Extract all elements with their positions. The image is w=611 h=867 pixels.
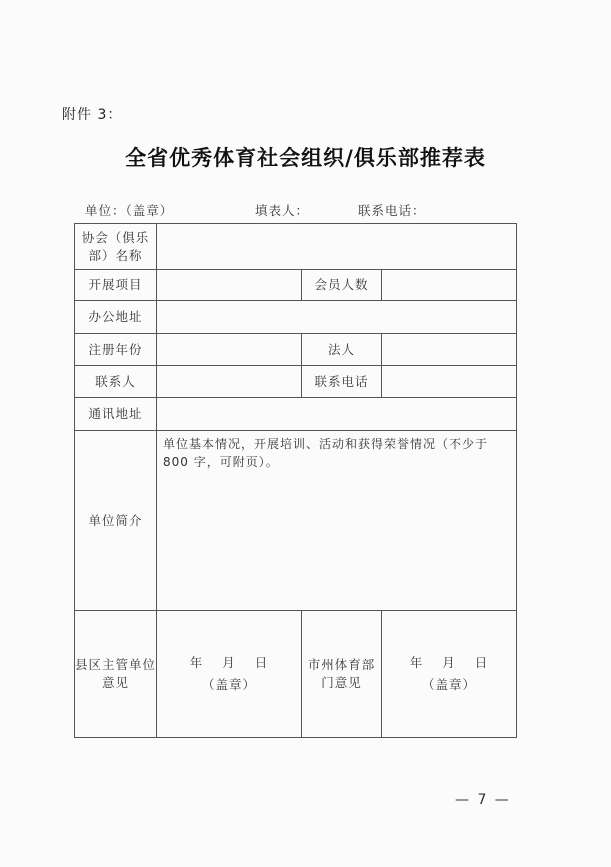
contact-phone-field[interactable] xyxy=(382,366,517,398)
phone-label: 联系电话： xyxy=(358,203,426,218)
profile-label: 单位简介 xyxy=(75,431,157,611)
mail-address-label: 通讯地址 xyxy=(75,398,157,431)
page-number: — 7 — xyxy=(455,792,511,808)
legal-person-label: 法人 xyxy=(302,334,382,366)
profile-hint: 单位基本情况，开展培训、活动和获得荣誉情况（不少于 800 字，可附页）。 xyxy=(163,437,489,469)
office-address-label: 办公地址 xyxy=(75,301,157,334)
activity-label: 开展项目 xyxy=(75,270,157,301)
attachment-label: 附件 3： xyxy=(62,107,123,123)
county-date-label: 年 月 日 xyxy=(189,655,269,670)
reg-year-field[interactable] xyxy=(157,334,302,366)
city-seal-label: （盖章） xyxy=(422,677,477,692)
org-name-label: 协会（俱乐部）名称 xyxy=(75,224,157,270)
contact-label: 联系人 xyxy=(75,366,157,398)
city-opinion-label: 市州体育部门意见 xyxy=(302,611,382,738)
contact-field[interactable] xyxy=(157,366,302,398)
activity-field[interactable] xyxy=(157,270,302,301)
office-address-field[interactable] xyxy=(157,301,517,334)
county-opinion-label: 县区主管单位意见 xyxy=(75,611,157,738)
mail-address-field[interactable] xyxy=(157,398,517,431)
profile-field[interactable] xyxy=(157,431,517,611)
page-title: 全省优秀体育社会组织/俱乐部推荐表 xyxy=(125,145,486,170)
recommendation-form-table xyxy=(74,223,517,738)
member-count-label: 会员人数 xyxy=(302,270,382,301)
legal-person-field[interactable] xyxy=(382,334,517,366)
org-name-field[interactable] xyxy=(157,224,517,270)
county-seal-label: （盖章） xyxy=(201,677,256,692)
county-opinion-field[interactable] xyxy=(157,611,302,738)
reg-year-label: 注册年份 xyxy=(75,334,157,366)
member-count-field[interactable] xyxy=(382,270,517,301)
city-date-label: 年 月 日 xyxy=(409,655,489,670)
contact-phone-label: 联系电话 xyxy=(302,366,382,398)
city-opinion-field[interactable] xyxy=(382,611,517,738)
filler-label: 填表人： xyxy=(255,203,310,218)
unit-seal-label: 单位：（盖章） xyxy=(85,203,174,218)
